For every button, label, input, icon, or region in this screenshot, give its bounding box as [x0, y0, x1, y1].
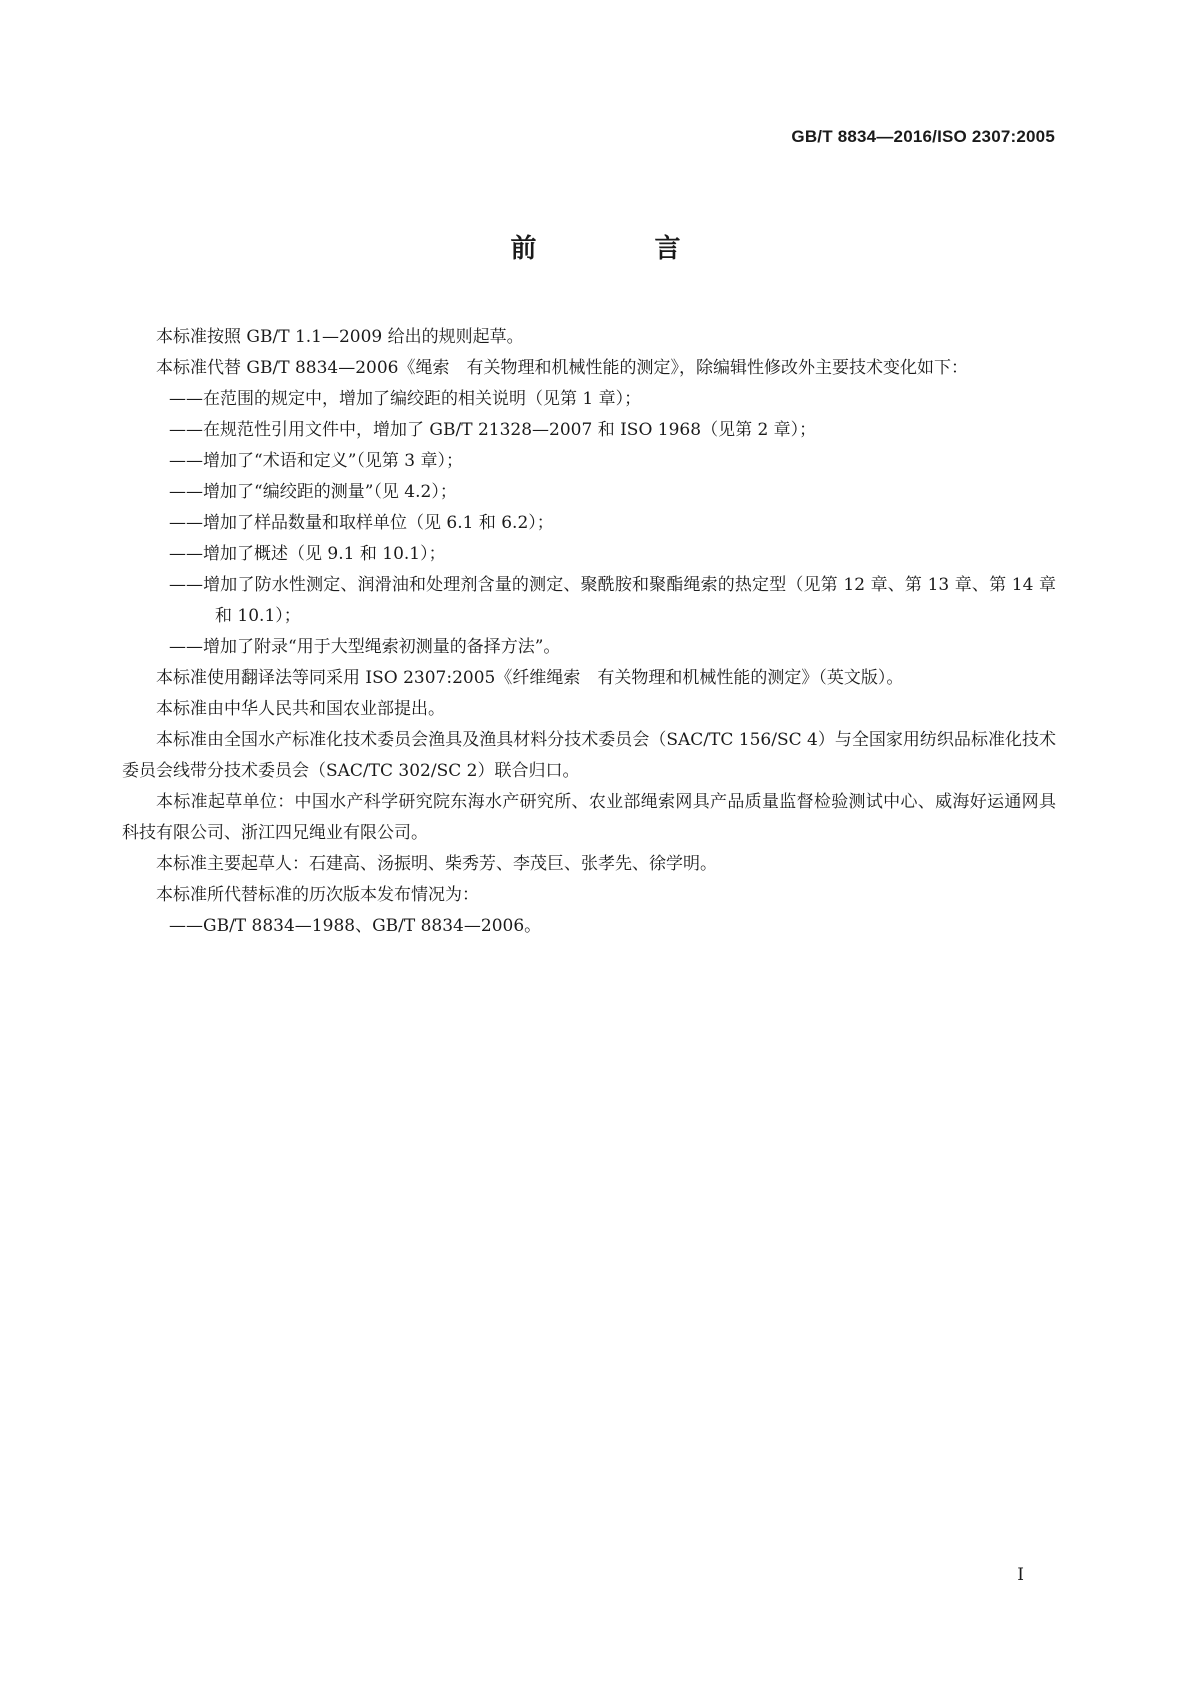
paragraph: 本标准使用翻译法等同采用 ISO 2307:2005《纤维绳索 有关物理和机械性能的测定》（英文版）。 — [156, 668, 904, 688]
page-title: 前 言 — [510, 234, 727, 264]
change-list-item: ——增加了防水性测定、润滑油和处理剂含量的测定、聚酰胺和聚酯绳索的热定型（见第 12 章、第 13 章、第 14 章和 10.1）； — [169, 575, 1056, 626]
foreword-body — [122, 322, 1056, 942]
paragraph: 本标准由全国水产标准化技术委员会渔具及渔具材料分技术委员会（SAC/TC 156/SC 4）与全国家用纺织品标准化技术委员会线带分技术委员会（SAC/TC 302/SC 2）联合归口。 — [122, 730, 1056, 781]
paragraph: 本标准起草单位：中国水产科学研究院东海水产研究所、农业部绳索网具产品质量监督检验测试中心、威海好运通网具科技有限公司、浙江四兄绳业有限公司。 — [122, 792, 1056, 843]
change-list-item: ——在范围的规定中，增加了编绞距的相关说明（见第 1 章）； — [169, 389, 642, 409]
change-list-item: ——增加了“术语和定义”（见第 3 章）； — [169, 451, 464, 471]
paragraph: 本标准代替 GB/T 8834—2006《绳索 有关物理和机械性能的测定》，除编辑性修改外主要技术变化如下： — [156, 358, 968, 378]
history-list-item: ——GB/T 8834—1988、GB/T 8834—2006。 — [169, 916, 542, 936]
change-list-item: ——增加了“编绞距的测量”（见 4.2）； — [169, 482, 457, 502]
change-list-item: ——增加了概述（见 9.1 和 10.1）； — [169, 544, 446, 564]
paragraph: 本标准按照 GB/T 1.1—2009 给出的规则起草。 — [156, 327, 524, 347]
change-list-item: ——增加了附录“用于大型绳索初测量的备择方法”。 — [169, 637, 561, 657]
paragraph: 本标准由中华人民共和国农业部提出。 — [156, 699, 445, 719]
change-list-item: ——在规范性引用文件中，增加了 GB/T 21328—2007 和 ISO 1968（见第 2 章）； — [169, 420, 817, 440]
standard-code: GB/T 8834—2016/ISO 2307:2005 — [791, 127, 1055, 146]
paragraph: 本标准主要起草人：石建高、汤振明、柴秀芳、李茂巨、张孝先、徐学明。 — [156, 854, 717, 874]
paragraph: 本标准所代替标准的历次版本发布情况为： — [156, 885, 479, 905]
change-list-item: ——增加了样品数量和取样单位（见 6.1 和 6.2）； — [169, 513, 554, 533]
page-number: I — [1017, 1565, 1024, 1585]
